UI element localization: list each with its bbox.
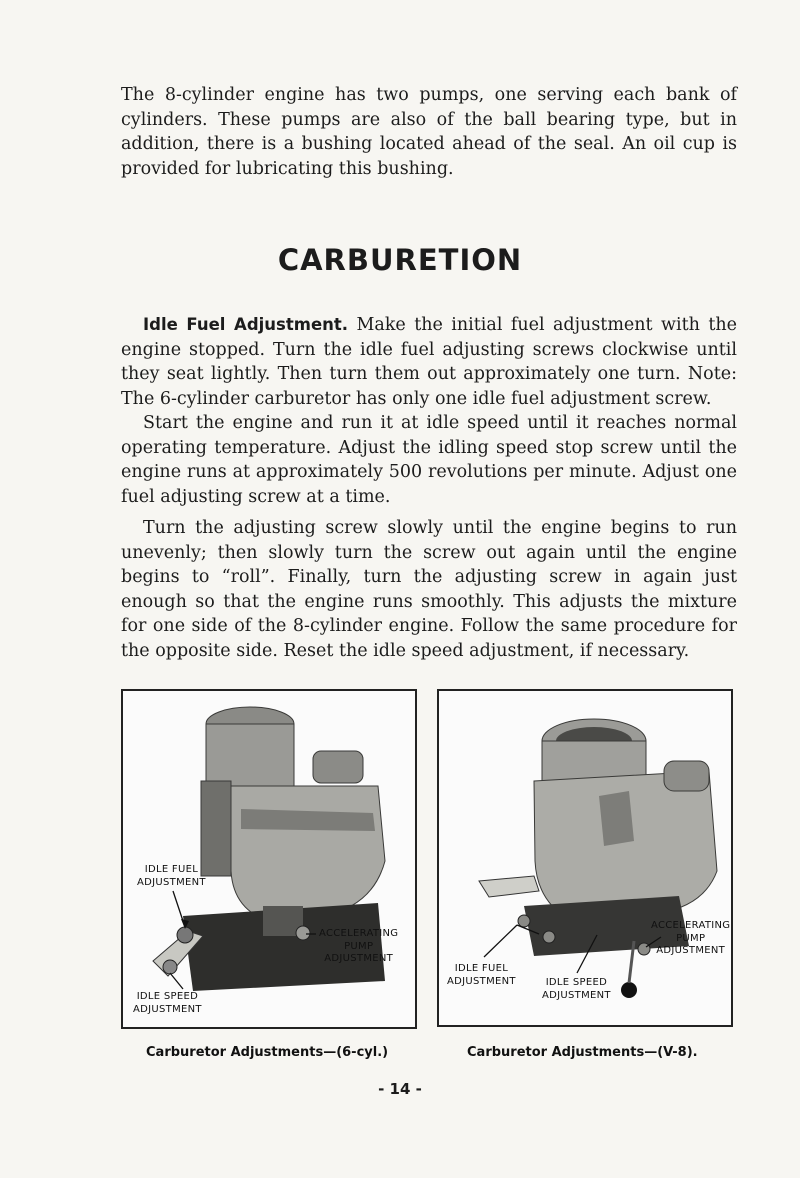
callout-accelerating-pump-6cyl: ACCELERATING PUMP ADJUSTMENT bbox=[319, 928, 399, 964]
caption-6cyl: Carburetor Adjustments—(6-cyl.) bbox=[146, 1045, 389, 1060]
callout-idle-fuel-v8: IDLE FUEL ADJUSTMENT bbox=[447, 963, 516, 987]
carburetor-6cyl-illustration bbox=[123, 691, 417, 1029]
paragraph-turn-screw: Turn the adjusting screw slowly until the engine begins to run unevenly; then slowly turn the screw out again until the engine begins to “roll”. Finally, turn the adjusting screw in again just enough so that the engine runs smoothly. This adjusts the mixture for one side of the 8-cylinder engine. Follow the same procedure for the opposite side. Reset the idle speed adjustment, if necessary. bbox=[121, 518, 737, 661]
callout-idle-speed-6cyl: IDLE SPEED ADJUSTMENT bbox=[133, 991, 202, 1015]
paragraph-idle-fuel bbox=[121, 313, 737, 411]
paragraph-pumps: The 8-cylinder engine has two pumps, one serving each bank of cylinders. These pumps are also of the ball bearing type, but in addition, there is a bushing located ahead of the seal. An oil cup is provided for lubricating this bushing. bbox=[121, 85, 737, 179]
callout-idle-speed-v8: IDLE SPEED ADJUSTMENT bbox=[542, 977, 611, 1001]
figure-v8-carburetor bbox=[437, 689, 733, 1027]
figure-6cyl-carburetor bbox=[121, 689, 417, 1029]
caption-v8: Carburetor Adjustments—(V-8). bbox=[467, 1045, 698, 1060]
paragraph-idle-fuel-body: Make the initial fuel adjustment with the engine stopped. Turn the idle fuel adjusting screws clockwise until they seat lightly. Then turn them out approximately one turn. Note: The 6-cylinder carburetor has only one idle fuel adjustment screw. bbox=[121, 315, 737, 409]
section-heading: CARBURETION bbox=[277, 243, 523, 277]
callout-accelerating-pump-v8: ACCELERATING PUMP ADJUSTMENT bbox=[651, 920, 731, 956]
callout-idle-fuel-6cyl: IDLE FUEL ADJUSTMENT bbox=[137, 864, 206, 888]
runin-heading-idle-fuel: Idle Fuel Adjustment. bbox=[143, 315, 349, 334]
page-number: - 14 - bbox=[378, 1080, 422, 1098]
paragraph-start-engine: Start the engine and run it at idle speed until it reaches normal operating temperature. Adjust the idling speed stop screw until the engine runs at approximately 500 revolutions per minute. Adjust one fuel adjusting screw at a time. bbox=[121, 413, 737, 507]
